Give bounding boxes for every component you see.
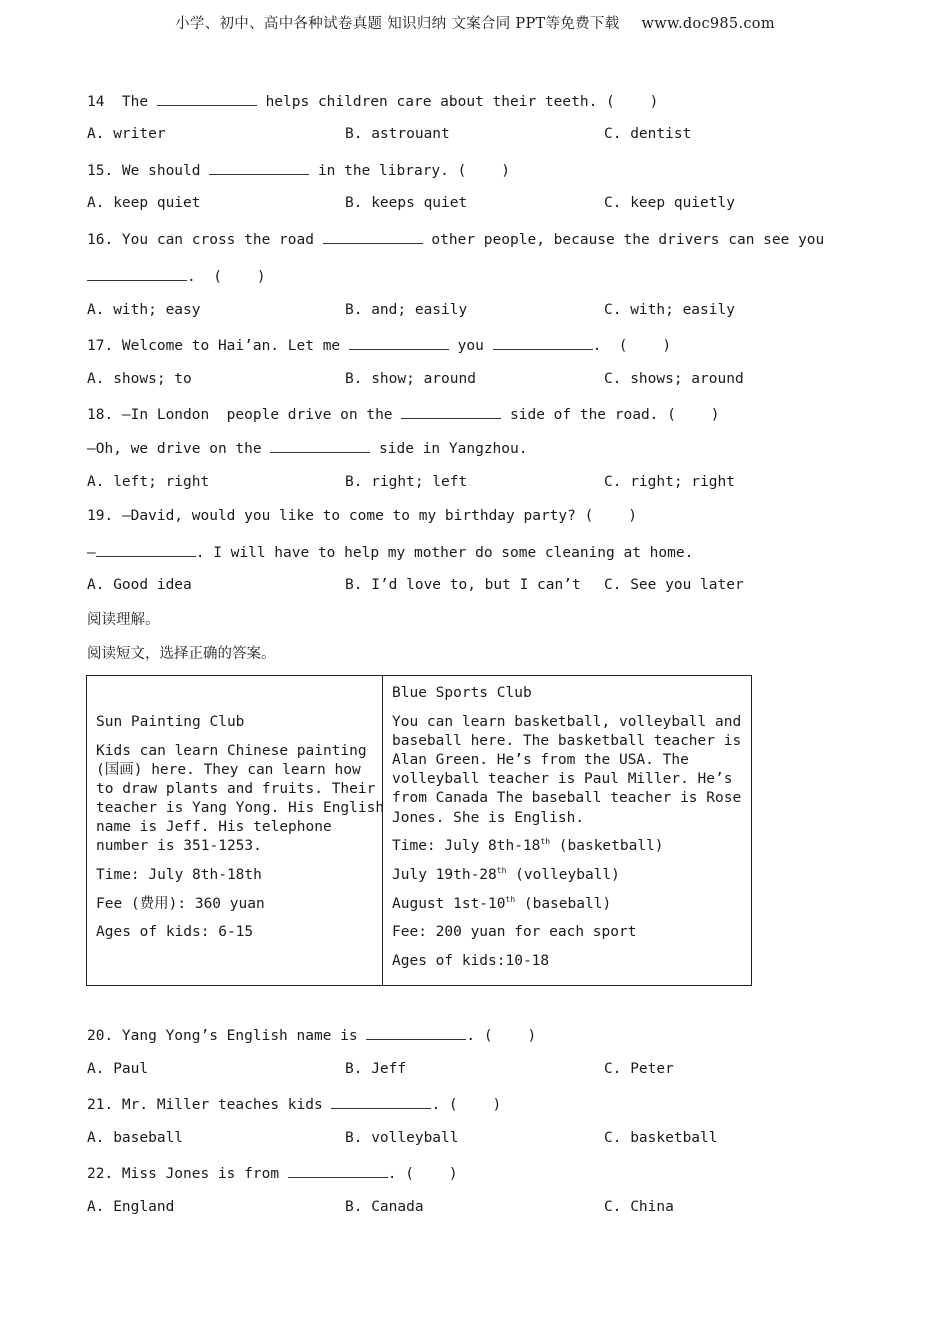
option-c[interactable]: C. Peter [604, 1061, 674, 1077]
option-b[interactable]: B. and; easily [345, 302, 468, 318]
answer-blank [331, 1094, 431, 1109]
blue-desc-line: Alan Green. He’s from the USA. The [392, 752, 689, 768]
sun-club-name: Sun Painting Club [96, 714, 245, 730]
question-20: 20. Yang Yong’s English name is . ( ) [87, 1025, 536, 1045]
header-banner: 小学、初中、高中各种试卷真题 知识归纳 文案合同 PPT等免费下载 [175, 16, 620, 32]
question-17: 17. Welcome to Hai’an. Let me you . ( ) [87, 335, 671, 355]
blue-club-name: Blue Sports Club [392, 685, 532, 701]
answer-blank [288, 1163, 388, 1178]
option-a[interactable]: A. England [87, 1199, 175, 1215]
answer-blank [401, 404, 501, 419]
question-15: 15. We should in the library. ( ) [87, 160, 510, 180]
question-18: 18. —In London people drive on the side of the road. ( ) [87, 404, 720, 424]
option-a[interactable]: A. baseball [87, 1130, 184, 1146]
option-a[interactable]: A. writer [87, 126, 166, 142]
blue-desc-line: baseball here. The basketball teacher is [392, 733, 742, 749]
options-19 [87, 576, 847, 594]
blue-time-volleyball: July 19th-28th (volleyball) [392, 866, 620, 883]
sun-painting-club-cell [87, 676, 383, 986]
question-19: 19. —David, would you like to come to my birthday party? ( ) [87, 508, 637, 524]
options-16 [87, 301, 847, 319]
answer-blank [323, 229, 423, 244]
option-a[interactable]: A. shows; to [87, 371, 192, 387]
options-15 [87, 194, 847, 212]
option-c[interactable]: C. keep quietly [604, 195, 735, 211]
option-b[interactable]: B. keeps quiet [345, 195, 468, 211]
option-a[interactable]: A. left; right [87, 474, 210, 490]
option-c[interactable]: C. with; easily [604, 302, 735, 318]
blue-desc-line: You can learn basketball, volleyball and [392, 714, 742, 730]
blue-ages: Ages of kids:10-18 [392, 953, 550, 969]
sun-desc-line: (国画) here. They can learn how [96, 762, 361, 778]
options-18 [87, 473, 847, 491]
header-url[interactable]: www.doc985.com [641, 16, 775, 32]
option-b[interactable]: B. Canada [345, 1199, 424, 1215]
option-a[interactable]: A. Paul [87, 1061, 149, 1077]
blue-time-basketball: Time: July 8th-18th (basketball) [392, 837, 664, 854]
answer-blank [493, 335, 593, 350]
question-18-line2: —Oh, we drive on the side in Yangzhou. [87, 438, 527, 458]
clubs-table [86, 675, 752, 986]
question-16-line2: . ( ) [87, 266, 266, 286]
sun-desc-line: number is 351-1253. [96, 838, 262, 854]
question-16: 16. You can cross the road other people, because the drivers can see you [87, 229, 824, 249]
answer-blank [270, 438, 370, 453]
answer-blank [96, 542, 196, 557]
blue-desc-line: from Canada The baseball teacher is Rose [392, 790, 742, 806]
blue-fee: Fee: 200 yuan for each sport [392, 924, 637, 940]
options-22 [87, 1198, 847, 1216]
section-title: 阅读理解。 [87, 612, 160, 628]
blue-sports-club-cell [383, 676, 752, 986]
options-21 [87, 1129, 847, 1147]
question-14: 14 The helps children care about their teeth. ( ) [87, 91, 658, 111]
option-a[interactable]: A. Good idea [87, 577, 192, 593]
sun-ages: Ages of kids: 6-15 [96, 924, 254, 940]
option-b[interactable]: B. astrouant [345, 126, 450, 142]
question-22: 22. Miss Jones is from . ( ) [87, 1163, 458, 1183]
blue-desc-line: Jones. She is English. [392, 810, 585, 826]
question-19-line2: — . I will have to help my mother do some cleaning at home. [87, 542, 693, 562]
option-c[interactable]: C. basketball [604, 1130, 718, 1146]
answer-blank [87, 266, 187, 281]
answer-blank [209, 160, 309, 175]
option-b[interactable]: B. volleyball [345, 1130, 459, 1146]
options-17 [87, 370, 847, 388]
option-c[interactable]: C. shows; around [604, 371, 744, 387]
option-b[interactable]: B. right; left [345, 474, 468, 490]
option-a[interactable]: A. with; easy [87, 302, 201, 318]
answer-blank [157, 91, 257, 106]
option-a[interactable]: A. keep quiet [87, 195, 201, 211]
option-b[interactable]: B. Jeff [345, 1061, 407, 1077]
sun-fee: Fee (费用): 360 yuan [96, 896, 265, 912]
section-instruction: 阅读短文，选择正确的答案。 [87, 646, 276, 662]
option-c[interactable]: C. China [604, 1199, 674, 1215]
question-21: 21. Mr. Miller teaches kids . ( ) [87, 1094, 501, 1114]
options-14 [87, 125, 847, 143]
option-b[interactable]: B. I’d love to, but I can’t [345, 577, 581, 593]
sun-desc-line: name is Jeff. His telephone [96, 819, 332, 835]
option-c[interactable]: C. dentist [604, 126, 692, 142]
option-c[interactable]: C. See you later [604, 577, 744, 593]
option-b[interactable]: B. show; around [345, 371, 476, 387]
option-c[interactable]: C. right; right [604, 474, 735, 490]
answer-blank [366, 1025, 466, 1040]
sun-desc-line: Kids can learn Chinese painting [96, 743, 367, 759]
options-20 [87, 1060, 847, 1078]
sun-desc-line: teacher is Yang Yong. His English [96, 800, 385, 816]
sun-time: Time: July 8th-18th [96, 867, 262, 883]
page-header [0, 12, 950, 33]
blue-time-baseball: August 1st-10th (baseball) [392, 895, 612, 912]
blue-desc-line: volleyball teacher is Paul Miller. He’s [392, 771, 733, 787]
sun-desc-line: to draw plants and fruits. Their [96, 781, 376, 797]
answer-blank [349, 335, 449, 350]
